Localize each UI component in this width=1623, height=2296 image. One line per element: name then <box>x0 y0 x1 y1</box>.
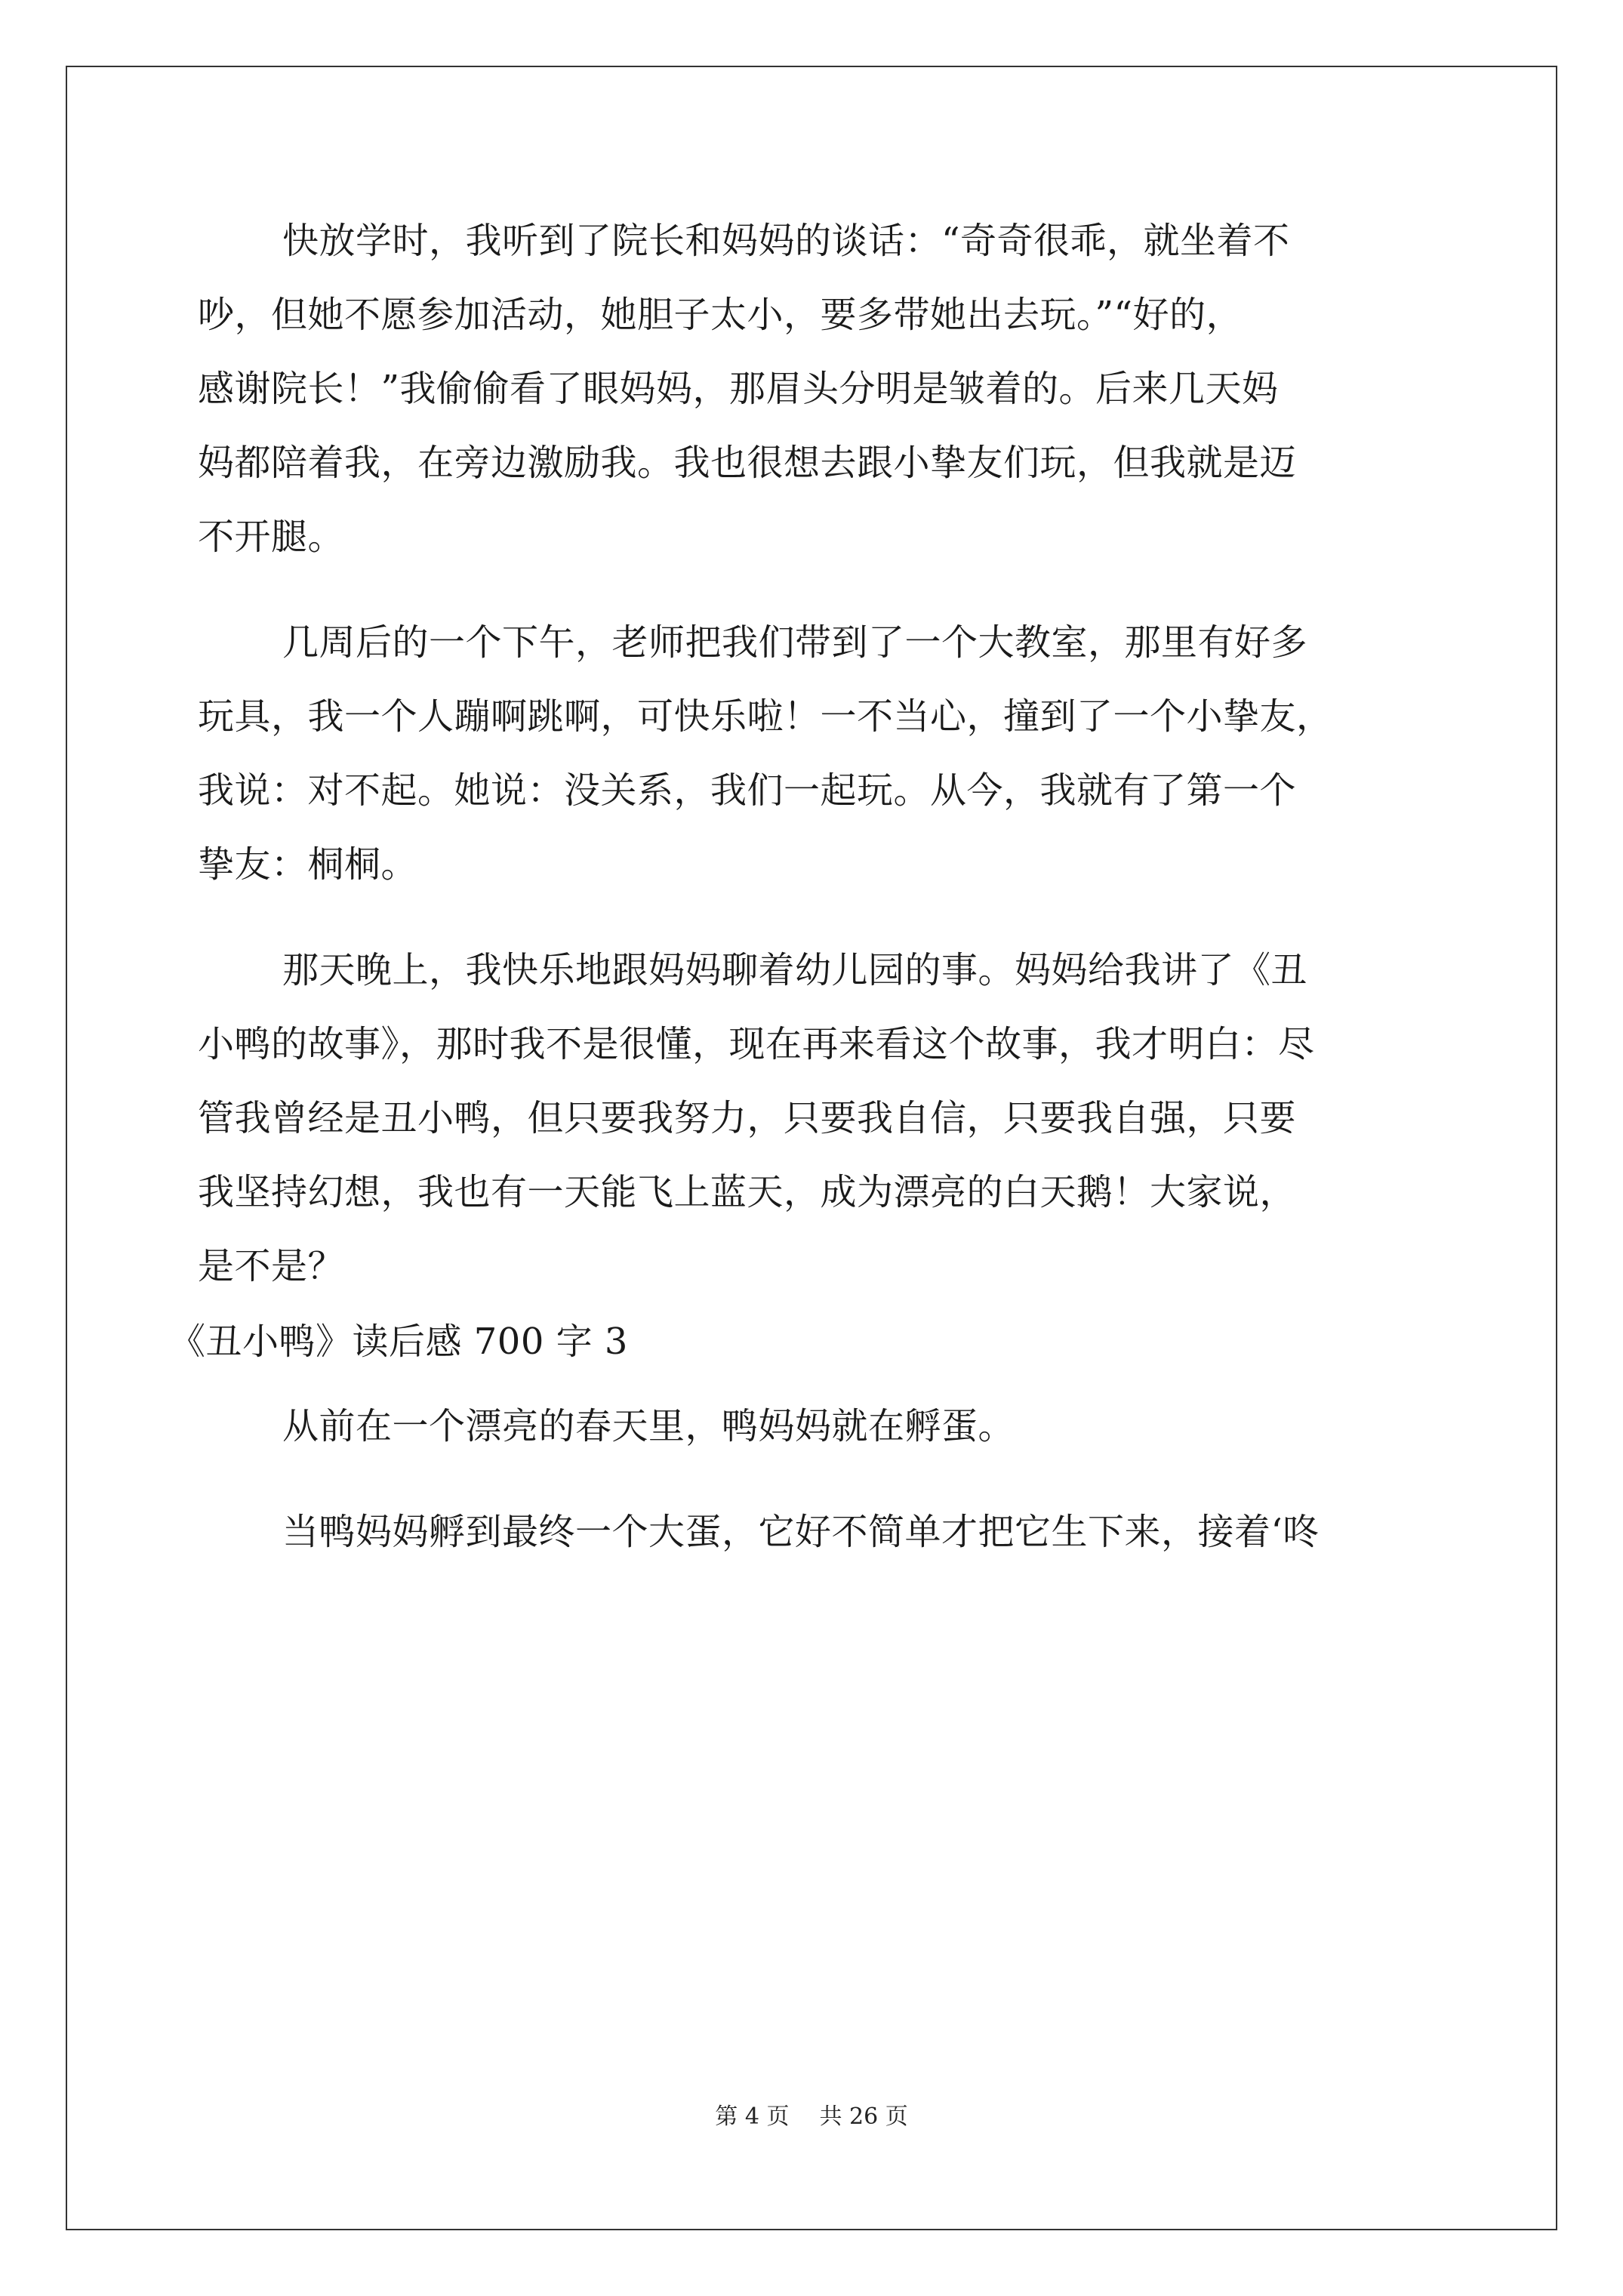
text-line: 几周后的一个下午，老师把我们带到了一个大教室，那里有好多 <box>282 621 1308 664</box>
section-heading: 《丑小鸭》读后感 700 字 3 <box>169 1321 628 1363</box>
paragraph <box>198 1495 1451 1569</box>
text-line: 感谢院长！”我偷偷看了眼妈妈，那眉头分明是皱着的。后来几天妈 <box>198 368 1279 410</box>
text-line: 当鸭妈妈孵到最终一个大蛋，它好不简单才把它生下来，接着‘咚 <box>282 1511 1320 1553</box>
text-line: 不开腿。 <box>198 516 345 558</box>
paragraph <box>198 204 1451 574</box>
text-line: 那天晚上，我快乐地跟妈妈聊着幼儿园的事。妈妈给我讲了《丑 <box>282 949 1308 991</box>
paragraph <box>198 1389 1451 1463</box>
paragraph <box>198 933 1451 1303</box>
page-footer <box>0 2097 1623 2131</box>
text-line: 吵，但她不愿参加活动，她胆子太小，要多带她出去玩。”“好的， <box>198 294 1243 336</box>
text-line: 妈都陪着我，在旁边激励我。我也很想去跟小挚友们玩，但我就是迈 <box>198 442 1297 484</box>
page-total: 共 26 页 <box>819 2103 908 2130</box>
page-number: 第 4 页 <box>715 2103 790 2130</box>
text-line: 玩具，我一个人蹦啊跳啊，可快乐啦！一不当心，撞到了一个小挚友， <box>198 695 1333 738</box>
text-line: 挚友：桐桐。 <box>198 843 418 886</box>
document-body <box>169 204 1451 1569</box>
text-line: 是不是？ <box>198 1245 345 1287</box>
text-line: 我说：对不起。她说：没关系，我们一起玩。从今，我就有了第一个 <box>198 769 1297 812</box>
text-line: 从前在一个漂亮的春天里，鸭妈妈就在孵蛋。 <box>282 1405 1015 1447</box>
text-line: 我坚持幻想，我也有一天能飞上蓝天，成为漂亮的白天鹅！大家说， <box>198 1171 1297 1213</box>
text-line: 快放学时，我听到了院长和妈妈的谈话：“奇奇很乖，就坐着不 <box>282 220 1290 262</box>
paragraph <box>198 606 1451 901</box>
text-line: 管我曾经是丑小鸭，但只要我努力，只要我自信，只要我自强，只要 <box>198 1097 1297 1139</box>
text-line: 小鸭的故事》，那时我不是很懂，现在再来看这个故事，我才明白：尽 <box>198 1023 1315 1065</box>
